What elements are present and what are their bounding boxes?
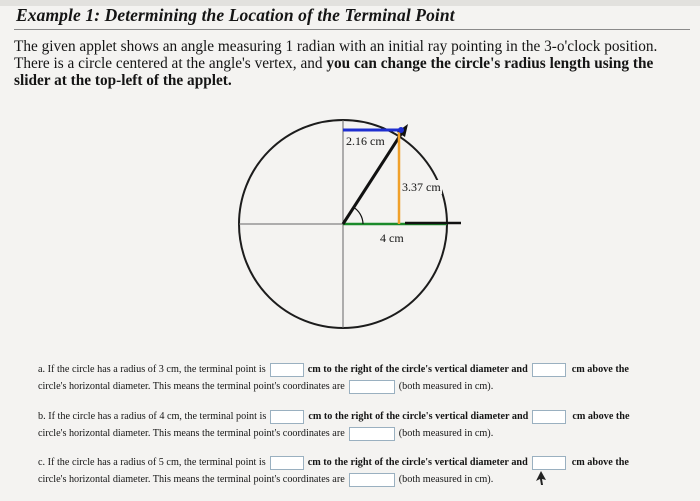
angle-applet[interactable] xyxy=(225,110,475,340)
title-divider xyxy=(14,29,690,30)
question-b-line1 xyxy=(38,408,629,425)
question-c-line2-text: circle's horizontal diameter. This means the terminal point's coordinates are xyxy=(38,474,345,485)
question-a-end: cm above the xyxy=(571,364,629,375)
question-a-prefix: a. If the circle has a radius of 3 cm, the terminal point is xyxy=(38,364,266,375)
question-a-mid: cm to the right of the circle's vertical diameter and xyxy=(307,364,528,375)
question-b-prefix: b. If the circle has a radius of 4 cm, the terminal point is xyxy=(38,411,267,422)
question-b-end: cm above the xyxy=(572,411,630,422)
answer-c-above-input[interactable] xyxy=(532,456,566,470)
intro-bold-text: you can change the circle's radius length using the slider at the top-left of the applet. xyxy=(14,55,654,89)
intro-paragraph xyxy=(14,38,674,89)
question-b-line2-text: circle's horizontal diameter. This means the terminal point's coordinates are xyxy=(38,428,345,439)
question-b-line2 xyxy=(38,425,629,442)
question-b-line2-suffix: (both measured in cm). xyxy=(398,428,494,439)
horizontal-length-label: 2.16 cm xyxy=(346,134,385,148)
question-a-line2 xyxy=(38,378,629,395)
question-a-line2-text: circle's horizontal diameter. This means the terminal point's coordinates are xyxy=(38,381,345,392)
answer-b-coordinates-input[interactable] xyxy=(349,427,395,441)
question-a-line1 xyxy=(38,361,629,378)
radius-length-label: 4 cm xyxy=(380,231,404,245)
terminal-point[interactable] xyxy=(398,127,404,133)
answer-b-right-input[interactable] xyxy=(270,410,304,424)
question-a xyxy=(38,361,629,395)
question-b xyxy=(38,408,629,442)
answer-b-above-input[interactable] xyxy=(532,410,566,424)
vertical-length-label: 3.37 cm xyxy=(402,180,441,194)
question-c-line2-suffix: (both measured in cm). xyxy=(398,474,494,485)
answer-c-coordinates-input[interactable] xyxy=(349,473,395,487)
question-c-prefix: c. If the circle has a radius of 5 cm, the terminal point is xyxy=(38,457,266,468)
question-c-end: cm above the xyxy=(571,457,629,468)
intro-text: The given applet shows an angle measuring 1 radian with an initial ray pointing in the 3-o'clock position. There is a circle centered at the angle's vertex, and xyxy=(14,38,658,72)
question-a-line2-suffix: (both measured in cm). xyxy=(398,381,494,392)
question-c-line1 xyxy=(38,454,629,471)
question-b-mid: cm to the right of the circle's vertical diameter and xyxy=(308,411,529,422)
page-title: Example 1: Determining the Location of the Terminal Point xyxy=(16,5,455,25)
answer-c-right-input[interactable] xyxy=(270,456,304,470)
question-c-mid: cm to the right of the circle's vertical diameter and xyxy=(307,457,528,468)
answer-a-above-input[interactable] xyxy=(532,363,566,377)
answer-a-coordinates-input[interactable] xyxy=(349,380,395,394)
answer-a-right-input[interactable] xyxy=(270,363,304,377)
angle-arc xyxy=(353,207,363,224)
